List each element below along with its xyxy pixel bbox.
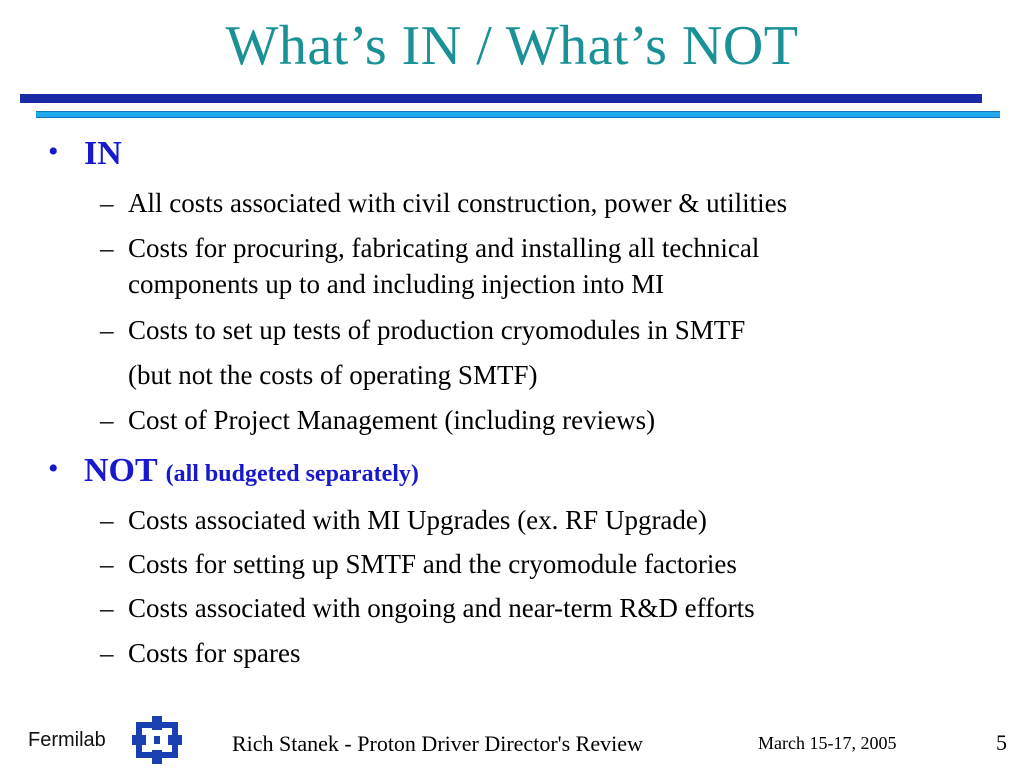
heading-not-note: (all budgeted separately)	[165, 461, 419, 487]
bullet-icon: •	[48, 135, 59, 168]
page-number: 5	[996, 730, 1007, 755]
item-text: Costs for setting up SMTF and the cryomodule factories	[128, 549, 737, 579]
bullet-icon: •	[48, 452, 59, 485]
dash-icon: –	[100, 233, 114, 263]
dash-icon: –	[100, 188, 114, 218]
footer-org: Fermilab	[28, 729, 106, 751]
dash-icon: –	[100, 549, 114, 579]
footer-presenter: Rich Stanek - Proton Driver Director's Review	[232, 731, 643, 756]
dash-icon: –	[100, 315, 114, 345]
heading-not: NOT	[84, 452, 158, 489]
item-text: Cost of Project Management (including reviews)	[128, 405, 656, 435]
item-text: Costs associated with MI Upgrades (ex. RF Upgrade)	[128, 505, 707, 535]
item-text: All costs associated with civil construction, power & utilities	[128, 188, 788, 218]
heading-in: IN	[84, 135, 122, 172]
dash-icon: –	[100, 638, 114, 668]
footer-date: March 15-17, 2005	[758, 733, 897, 753]
item-text: Costs associated with ongoing and near-term R&D efforts	[128, 593, 755, 623]
item-text: Costs for procuring, fabricating and installing all technical	[128, 233, 760, 263]
dash-icon: –	[100, 505, 114, 535]
dash-icon: –	[100, 405, 114, 435]
dash-icon: –	[100, 593, 114, 623]
item-text: (but not the costs of operating SMTF)	[128, 360, 538, 390]
item-text: components up to and including injection into MI	[128, 269, 665, 299]
item-text: Costs to set up tests of production cryomodules in SMTF	[128, 315, 746, 345]
slide-title: What’s IN / What’s NOT	[225, 15, 799, 77]
fermilab-logo-icon	[132, 716, 182, 764]
item-text: Costs for spares	[128, 638, 301, 668]
